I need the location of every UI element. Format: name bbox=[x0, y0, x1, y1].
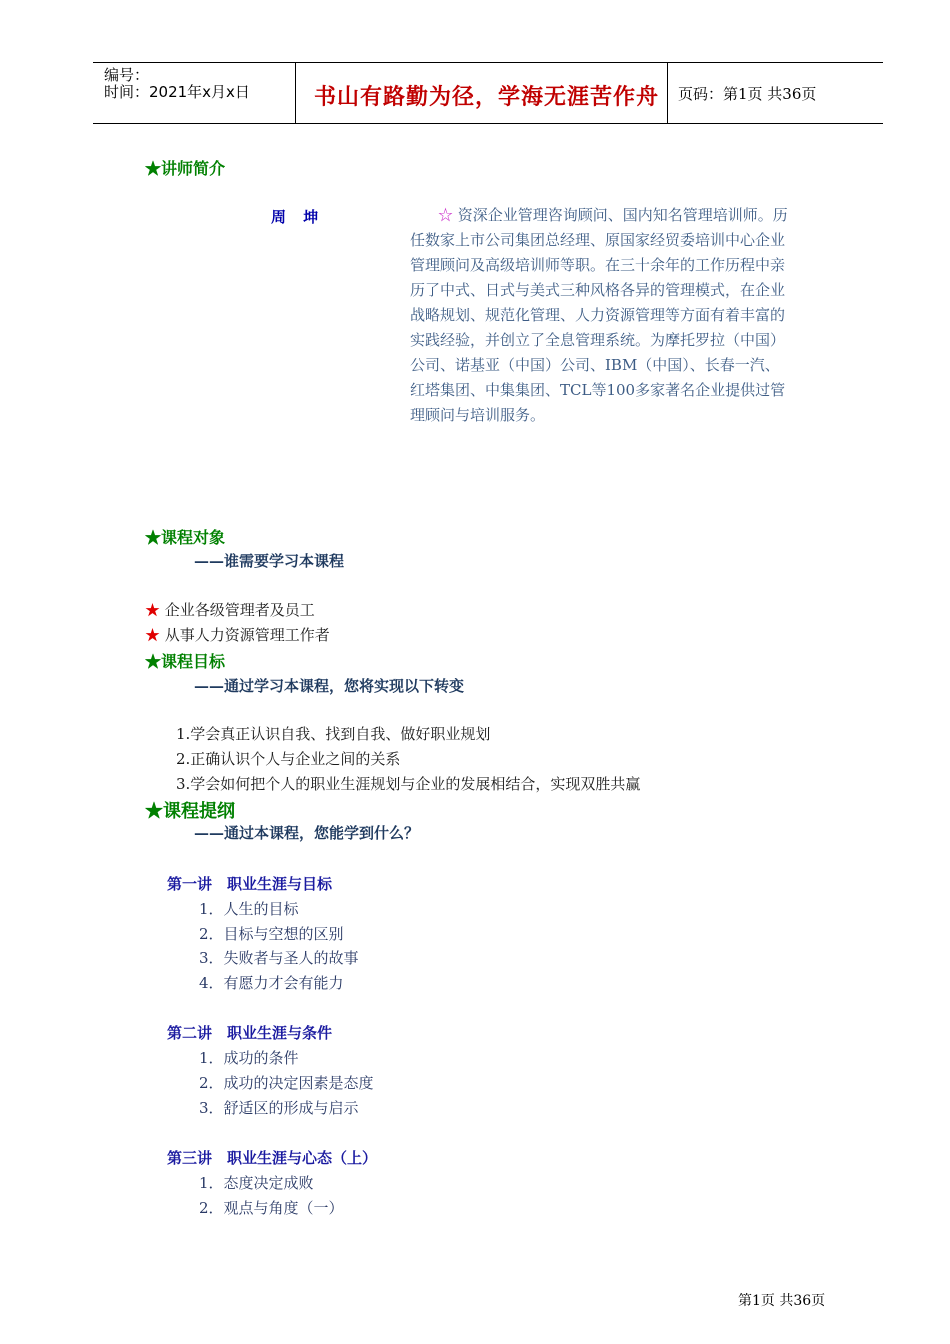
lecturer-bio bbox=[410, 203, 790, 428]
lecture-item: 2．观点与角度（一） bbox=[199, 1199, 344, 1217]
audience-subtitle: ——谁需要学习本课程 bbox=[194, 552, 345, 570]
bio-star-icon: ☆ bbox=[438, 206, 454, 224]
outline-section-title: ★课程提纲 bbox=[145, 801, 235, 822]
goal-item: 1.学会真正认识自我、找到自我、做好职业规划 bbox=[176, 725, 491, 743]
lecturer-name: 周 坤 bbox=[271, 208, 325, 226]
header-divider-1 bbox=[295, 62, 296, 123]
header-number-label: 编号： bbox=[104, 66, 150, 84]
lecture-item: 3．舒适区的形成与启示 bbox=[199, 1099, 359, 1117]
header-bottom-rule bbox=[93, 123, 883, 124]
lecture-title: 第二讲 职业生涯与条件 bbox=[167, 1024, 333, 1042]
lecture-title: 第一讲 职业生涯与目标 bbox=[167, 875, 333, 893]
lecture-item: 3．失败者与圣人的故事 bbox=[199, 949, 359, 967]
goal-item: 2.正确认识个人与企业之间的关系 bbox=[176, 750, 401, 768]
goals-section-title: ★课程目标 bbox=[145, 652, 226, 671]
lecture-item: 4．有愿力才会有能力 bbox=[199, 974, 344, 992]
lecture-item: 1．人生的目标 bbox=[199, 900, 299, 918]
footer-page-number: 第1页 共36页 bbox=[738, 1293, 826, 1309]
red-star-icon: ★ bbox=[145, 626, 161, 644]
lecturer-section-title: ★讲师简介 bbox=[145, 159, 226, 178]
header-time-label: 时间：2021年x月x日 bbox=[104, 83, 250, 101]
lecture-item: 1．成功的条件 bbox=[199, 1049, 299, 1067]
audience-section-title: ★课程对象 bbox=[145, 528, 226, 547]
lecturer-bio-text: 资深企业管理咨询顾问、国内知名管理培训师。历任数家上市公司集团总经理、原国家经贸委培训中心企业管理顾问及高级培训师等职。在三十余年的工作历程中亲历了中式、日式与美式三种风格各异的管理模式，在企业战略规划、规范化管理、人力资源管理等方面有着丰富的实践经验，并创立了全息管理系统。为摩托罗拉（中国）公司、诺基亚（中国）公司、IBM（中国）、长春一汽、红塔集团、中集集团、TCL等100多家著名企业提供过管理顾问与培训服务。 bbox=[410, 206, 788, 424]
lecture-item: 2．成功的决定因素是态度 bbox=[199, 1074, 374, 1092]
goal-item: 3.学会如何把个人的职业生涯规划与企业的发展相结合，实现双胜共赢 bbox=[176, 775, 641, 793]
lecture-item: 1．态度决定成败 bbox=[199, 1174, 314, 1192]
lecture-title: 第三讲 职业生涯与心态（上） bbox=[167, 1149, 378, 1167]
outline-subtitle: ——通过本课程，您能学到什么？ bbox=[194, 824, 420, 842]
red-star-icon: ★ bbox=[145, 601, 161, 619]
header-motto: 书山有路勤为径，学海无涯苦作舟 bbox=[314, 84, 660, 110]
header-divider-2 bbox=[667, 62, 668, 123]
audience-item: ★ 企业各级管理者及员工 bbox=[145, 601, 315, 619]
header-page-label: 页码：第1页 共36页 bbox=[678, 85, 817, 103]
header-top-rule bbox=[93, 62, 883, 63]
lecture-item: 2．目标与空想的区别 bbox=[199, 925, 344, 943]
goals-subtitle: ——通过学习本课程，您将实现以下转变 bbox=[194, 677, 465, 695]
audience-item: ★ 从事人力资源管理工作者 bbox=[145, 626, 330, 644]
